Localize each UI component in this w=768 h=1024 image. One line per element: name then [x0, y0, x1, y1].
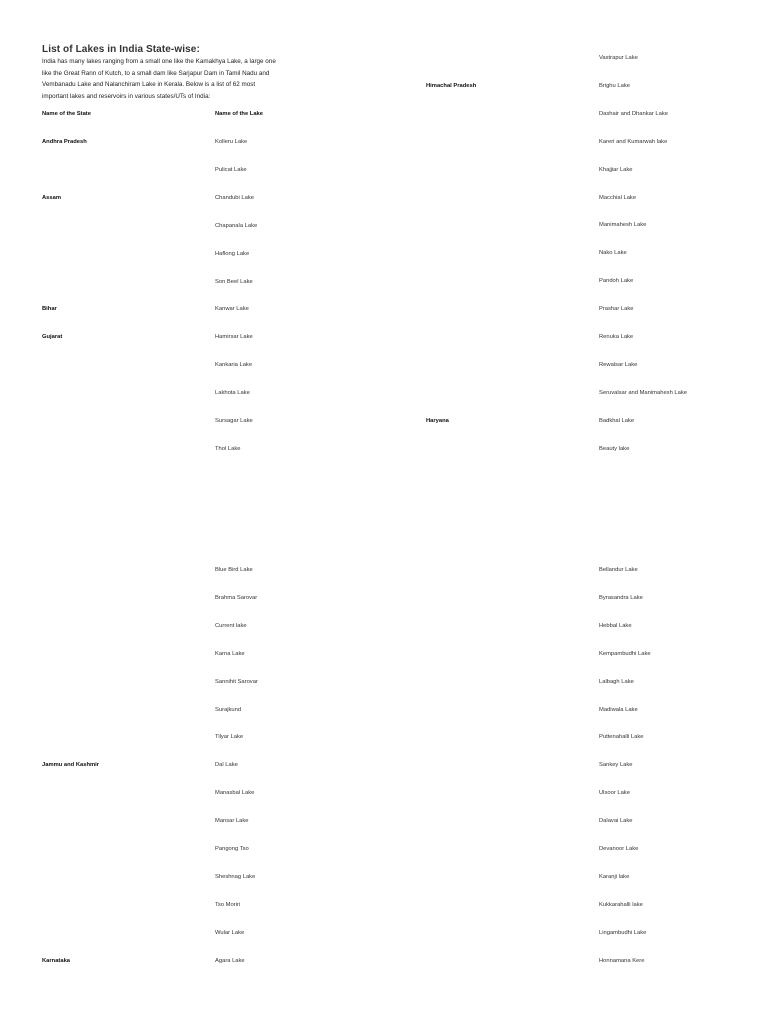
lake-name-cell: Sursagar Lake: [215, 418, 253, 424]
lake-name-cell: Prashar Lake: [599, 306, 634, 312]
table-row: [0, 53, 768, 63]
lake-name-cell: Sannihit Sarovar: [215, 679, 258, 685]
table-row: [0, 900, 768, 910]
table-row: [0, 388, 768, 398]
lake-name-cell: Devanoor Lake: [599, 846, 639, 852]
table-row: [0, 956, 768, 966]
lake-name-cell: Manimahesh Lake: [599, 222, 647, 228]
lake-name-cell: Bellandur Lake: [599, 567, 638, 573]
state-name-cell: Bihar: [42, 306, 57, 312]
table-row: [0, 193, 768, 203]
lake-name-cell: Surajkund: [215, 707, 242, 713]
lake-name-cell: Vastrapur Lake: [599, 55, 638, 61]
lake-name-cell: Badkhal Lake: [599, 418, 635, 424]
state-column-header: Name of the State: [42, 111, 91, 117]
table-row: [0, 677, 768, 687]
lake-name-cell: Karna Lake: [215, 651, 245, 657]
table-row: [0, 788, 768, 798]
table-row: [0, 816, 768, 826]
lake-name-cell: Kankaria Lake: [215, 362, 253, 368]
lake-name-cell: Byrasandra Lake: [599, 595, 643, 601]
lake-name-cell: Pangong Tso: [215, 846, 249, 852]
lake-name-cell: Khajjiar Lake: [599, 167, 633, 173]
lake-name-cell: Beauty lake: [599, 446, 630, 452]
table-row: [0, 332, 768, 342]
table-row: [0, 760, 768, 770]
lake-name-cell: Madiwala Lake: [599, 707, 638, 713]
lake-name-cell: Tilyar Lake: [215, 734, 244, 740]
lake-name-cell: Kukkarahalli lake: [599, 902, 643, 908]
table-row: [0, 248, 768, 258]
table-row: [0, 220, 768, 230]
intro-line: India has many lakes ranging from a small one like the Kamakhya Lake, a large one: [42, 58, 276, 65]
lake-name-cell: Seruvalsar and Manimahesh Lake: [599, 390, 687, 396]
lake-name-cell: Kolleru Lake: [215, 139, 248, 145]
lake-name-cell: Lakhota Lake: [215, 390, 250, 396]
page-title: List of Lakes in India State-wise:: [42, 44, 200, 55]
state-name-cell: Andhra Pradesh: [42, 139, 87, 145]
lake-name-cell: Dashair and Dhankar Lake: [599, 111, 668, 117]
lake-name-cell: Sheshnag Lake: [215, 874, 256, 880]
lake-name-cell: Haflong Lake: [215, 251, 250, 257]
state-name-cell: Gujarat: [42, 334, 63, 340]
lake-name-cell: Karanji lake: [599, 874, 630, 880]
lake-name-cell: Agara Lake: [215, 958, 245, 964]
table-row: [0, 304, 768, 314]
table-row: [0, 109, 768, 119]
table-row: [0, 165, 768, 175]
lake-name-cell: Puttenahalli Lake: [599, 734, 644, 740]
table-row: [0, 276, 768, 286]
lake-name-cell: Honnamana Kere: [599, 958, 645, 964]
state-name-cell: Himachal Pradesh: [426, 83, 477, 89]
lake-name-cell: Dalavai Lake: [599, 818, 633, 824]
lake-name-cell: Pandoh Lake: [599, 278, 634, 284]
table-row: [0, 565, 768, 575]
lake-name-cell: Sankey Lake: [599, 762, 633, 768]
lake-name-cell: Brighu Lake: [599, 83, 630, 89]
lake-name-cell: Kanwar Lake: [215, 306, 249, 312]
table-row: [0, 81, 768, 91]
lake-name-cell: Rewalsar Lake: [599, 362, 638, 368]
lake-name-cell: Hamirsar Lake: [215, 334, 253, 340]
intro-line: important lakes and reservoirs in various states/UTs of India:: [42, 92, 211, 100]
lake-name-cell: Wular Lake: [215, 930, 245, 936]
table-row: [0, 137, 768, 147]
lake-name-cell: Lalbagh Lake: [599, 679, 634, 685]
lake-name-cell: Chandubi Lake: [215, 195, 254, 201]
lake-column-header: Name of the Lake: [215, 111, 263, 117]
table-row: [0, 928, 768, 938]
lake-name-cell: Renuka Lake: [599, 334, 634, 340]
table-row: [0, 649, 768, 659]
lake-name-cell: Dal Lake: [215, 762, 238, 768]
lake-name-cell: Kareri and Kumarwah lake: [599, 139, 668, 145]
lake-name-cell: Pulicat Lake: [215, 167, 247, 173]
lake-name-cell: Chapanala Lake: [215, 223, 258, 229]
lake-name-cell: Hebbal Lake: [599, 623, 632, 629]
table-row: [0, 844, 768, 854]
lake-name-cell: Brahma Sarovar: [215, 595, 258, 601]
lake-name-cell: Lingambudhi Lake: [599, 930, 647, 936]
state-name-cell: Assam: [42, 195, 62, 201]
lake-name-cell: Manasbal Lake: [215, 790, 255, 796]
lake-name-cell: Nako Lake: [599, 250, 627, 256]
table-row: [0, 444, 768, 454]
lake-name-cell: Thol Lake: [215, 446, 241, 452]
table-row: [0, 360, 768, 370]
state-name-cell: Jammu and Kashmir: [42, 762, 100, 768]
table-row: [0, 416, 768, 426]
intro-line: Vembanadu Lake and Nalanchiram Lake in Kerala. Below is a list of 62 most: [42, 81, 256, 88]
lake-name-cell: Blue Bird Lake: [215, 567, 253, 573]
table-row: [0, 705, 768, 715]
lake-name-cell: Mansar Lake: [215, 818, 249, 824]
table-row: [0, 872, 768, 882]
intro-line: like the Great Rann of Kutch, to a small dam like Sarjapur Dam in Tamil Nadu and: [42, 69, 270, 77]
table-row: [0, 621, 768, 631]
lake-name-cell: Current lake: [215, 623, 247, 629]
lake-name-cell: Son Beel Lake: [215, 279, 253, 285]
lake-name-cell: Macchial Lake: [599, 195, 637, 201]
state-name-cell: Haryana: [426, 418, 449, 424]
lake-name-cell: Ulsoor Lake: [599, 790, 630, 796]
table-row: [0, 732, 768, 742]
table-row: [0, 593, 768, 603]
state-name-cell: Karnataka: [42, 958, 71, 964]
lake-name-cell: Tso Moriri: [215, 902, 241, 908]
lake-name-cell: Kempambudhi Lake: [599, 651, 651, 657]
